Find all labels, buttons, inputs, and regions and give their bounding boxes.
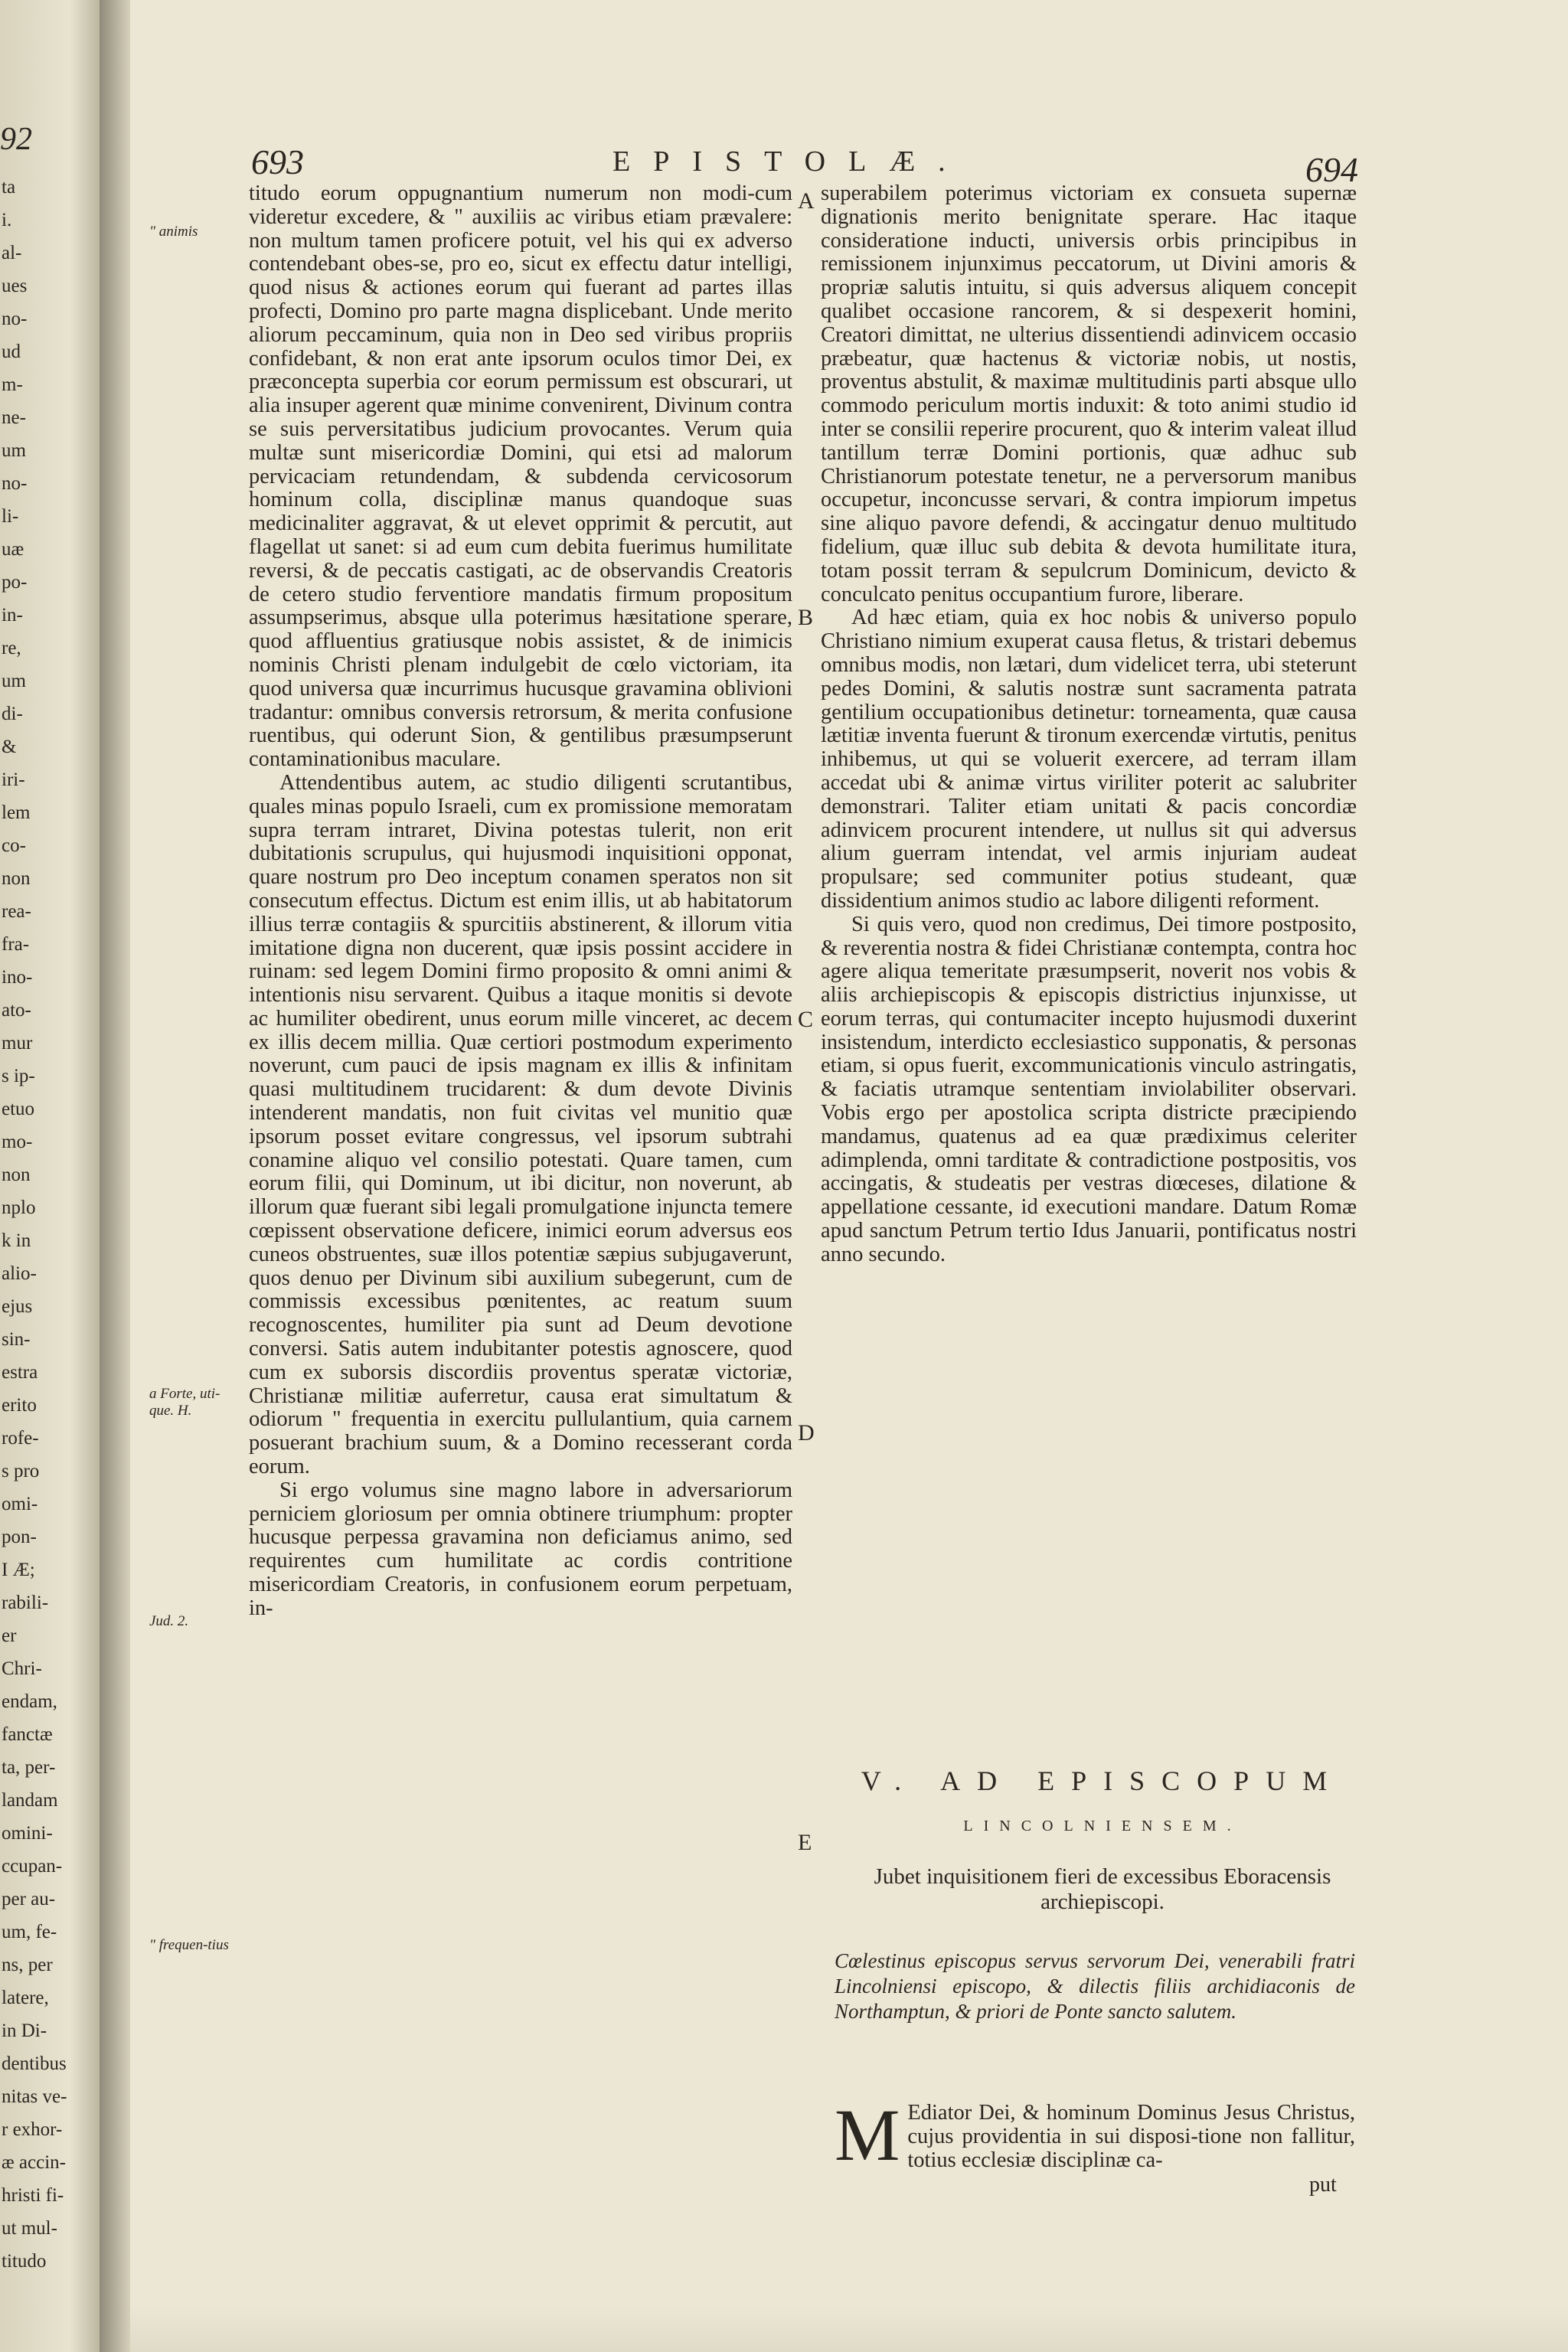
left-page-fragment: no- xyxy=(2,473,28,494)
left-page-fragment: ues xyxy=(2,276,28,296)
left-page-fragment: er xyxy=(2,1625,17,1646)
left-page-fragment: rofe- xyxy=(2,1428,39,1449)
page-footer-shade xyxy=(130,2306,1568,2352)
section-letter-c: C xyxy=(798,1007,814,1032)
page-number-left: 693 xyxy=(251,142,304,181)
left-page-fragment: alio- xyxy=(2,1263,37,1284)
left-page-fragment: i. xyxy=(2,210,12,230)
left-page-fragment: ut mul- xyxy=(2,2218,57,2239)
catchword: put xyxy=(1309,2173,1337,2197)
section-letter-b: B xyxy=(798,605,814,630)
left-page-fragment: non xyxy=(2,1165,31,1185)
left-page-fragment: uæ xyxy=(2,539,24,560)
column-a-paragraph: Attendentibus autem, ac studio diligenti scrutantibus, quales minas populo Israeli, cum ex promissione memoratam supra terram intraret, Divina potestas tulerit, non erit dubitationis scrupulus, qui hujusmodi inquisitioni opponat, quare nostrum pro Deo inceptum conamen speratos non sit consecutum effectus. Dictum est enim illis, ut ab habitatorum illius terræ contagiis & spurcitiis abstinerent, & illorum vitia imitatione digna non ducerent, quæ ipsis possint accidere in ruinam: sed legem Domini firmo proposito & omni animi & intentionis nisu servarent. Quibus a itaque monitis si devote ac humiliter obedirent, unus eorum mille vinceret, ac decem ex illis decem millia. Quæ certiori postmodum experimento noverunt, cum pauci de ipsis magnam ex illis & infinitam quasi multitudinem trucidarent: & dum devote Divinis intenderent mandatis, non fuit civitas vel munitio quæ ipsorum posset evitare congressus, vel ipsorum subtrahi conamine aliquo vel consilio potestati. Quare tamen, cum eorum filii, qui Dominum, ut ibi dicitur, non noverunt, ab illorum quæ fuerant sibi legali promulgatione injuncta temere cœpissent observatione deficere, inimici eorum adversus eos cuneos obstruentes, suæ illos potentiæ sæpius subjugaverunt, quos denuo per Divinum sibi auxilium subegerunt, cum de commissis excessibus pœnitentes, ac reatum suum recognoscentes, humiliter pia sunt ad Deum devotione conversi. Satis autem indubitanter potestis agnoscere, quod cum ex suborsis discordiis proventus speratæ victoriæ, Christianæ militiæ auferretur, causa erat simultatum & odiorum " frequentia in exercitu pullulantium, quia carnem posuerant brachium suum, & a Domino recesserant corda eorum. xyxy=(249,770,792,1479)
left-facing-page xyxy=(0,0,100,2352)
column-a-paragraph: titudo eorum oppugnantium numerum non modi-cum videretur excedere, & " auxiliis ac viribus etiam prævalere: non multum tamen proficere potuit, vel his qui ex adverso contendebant obes-se, pro eo, sicut ex effectu datur intelligi, quod nisus & actiones eorum qui fuerant ad partes illas profecti, Domino pro parte magna displicebant. Unde merito aliorum peccaminum, quia non in Deo sed viribus propriis confidebant, & non erat ante ipsorum oculos timor Dei, ex præconcepta superbia cor eorum permissum est obscurari, ut alia insuper agerent quæ minime convenirent, Divinum contra se suis perversitatibus judicium provocantes. Verum quia multæ sunt misericordiæ Domini, qui etsi ad malorum pervicaciam retundendam, & subdenda cervicosorum hominum colla, disciplinæ manus quandoque suas medicinaliter aggravat, & ut elevet opprimit & percutit, aut flagellat ut sanet: si ad eum cum debita fuerimus humilitate reversi, & de peccatis castigati, ac de observandis Creatoris de cetero studio ferventiore mandatis firmum propositum assumpserimus, absque ulla poterimus hæsitatione sperare, quod affluentius gratiusque nobis assistet, & de inimicis nominis Christi plenam indulgebit de cœlo victoriam, ita quod universa quæ incurrimus hucusque gravamina oblivioni tradantur: omnibus conversis retrorsum, & merita confusione ruentibus, qui oderunt Sion, & gentilibus præsumpserunt contaminationibus maculare. xyxy=(249,181,792,772)
left-page-fragment: Chri- xyxy=(2,1658,42,1679)
left-page-fragment: omi- xyxy=(2,1494,38,1514)
left-page-fragment: in- xyxy=(2,605,23,626)
left-page-fragment: hristi fi- xyxy=(2,2185,64,2206)
left-page-fragment: um xyxy=(2,671,26,691)
letter-summary: Jubet inquisitionem fieri de excessibus Eboracensis archiepiscopi. xyxy=(874,1864,1331,1914)
left-page-fragment: m- xyxy=(2,374,23,395)
book-gutter xyxy=(100,0,130,2352)
left-page-fragment: no- xyxy=(2,309,28,329)
left-page-fragment: estra xyxy=(2,1362,38,1383)
left-page-fragment: etuo xyxy=(2,1099,35,1119)
left-page-fragment: dentibus xyxy=(2,2053,67,2074)
left-page-fragment: non xyxy=(2,868,31,889)
margin-note-jud: Jud. 2. xyxy=(149,1613,189,1629)
left-page-fragment: ns, per xyxy=(2,1955,53,1975)
left-page-fragment: per au- xyxy=(2,1889,56,1909)
left-page-fragment: li- xyxy=(2,506,19,527)
left-page-fragment: lem xyxy=(2,802,31,823)
page xyxy=(130,0,1568,2352)
left-page-fragment: di- xyxy=(2,704,23,724)
left-facing-page-number: 92 xyxy=(0,122,32,157)
left-page-fragment: s pro xyxy=(2,1461,40,1481)
left-page-fragment: nitas ve- xyxy=(2,2086,67,2107)
left-page-fragment: & xyxy=(2,737,17,757)
left-page-fragment: fanctæ xyxy=(2,1724,53,1745)
section-letter-e: E xyxy=(798,1830,812,1855)
left-page-fragment: r exhor- xyxy=(2,2119,63,2140)
section-letter-a: A xyxy=(798,188,815,214)
left-page-fragment: ud xyxy=(2,341,21,362)
letter-opening xyxy=(835,2094,1355,2176)
left-page-fragment: ne- xyxy=(2,407,26,428)
left-page-fragment: rabili- xyxy=(2,1592,49,1613)
margin-note-frequentius: " frequen-tius xyxy=(149,1937,229,1953)
left-page-fragment: in Di- xyxy=(2,2020,47,2041)
page-number-right: 694 xyxy=(1305,150,1358,189)
left-page-fragment: rea- xyxy=(2,901,31,922)
left-page-fragment: al- xyxy=(2,243,22,263)
left-page-fragment: I Æ; xyxy=(2,1560,35,1580)
column-b-paragraph: Si quis vero, quod non credimus, Dei timore postposito, & reverentia nostra & fidei Christianæ contempta, contra hoc agere aliqua temeritate præsumpserit, noverit nos vobis & aliis archiepiscopis & episcopis districtius injunxisse, ut eorum terras, qui contumaciter incepto hujusmodi duxerint insistendum, interdicto ecclesiastico supponatis, & personas etiam, si opus fuerit, excommunicationis vinculo astringatis, & faciatis utramque sententiam inviolabiliter observari. Vobis ergo per apostolica scripta districte præcipiendo mandamus, quatenus ad ea quæ prædiximus celeriter adimplenda, omni tarditate & contradictione postpositis, vos accingatis, & studeatis per vestras diœceses, dilatione & appellatione cessante, id executioni mandare. Datum Romæ apud sanctum Petrum tertio Idus Januarii, pontificatus nostri anno secundo. xyxy=(821,912,1357,1266)
margin-note-animis: " animis xyxy=(149,224,198,240)
letter-opening-text: Ediator Dei, & hominum Dominus Jesus Christus, cujus providentia in sui disposi-tione non fallitur, totius ecclesiæ disciplinæ ca- xyxy=(907,2101,1355,2172)
left-page-fragment: ccupan- xyxy=(2,1856,63,1877)
column-b xyxy=(821,182,1357,1267)
left-page-fragment: nplo xyxy=(2,1197,36,1218)
left-page-fragment: ta, per- xyxy=(2,1757,56,1778)
left-page-fragment: erito xyxy=(2,1395,37,1416)
left-page-fragment: landam xyxy=(2,1790,58,1811)
section-letter-d: D xyxy=(798,1420,815,1446)
left-page-fragment: re, xyxy=(2,638,21,658)
left-page-fragment: pon- xyxy=(2,1527,37,1547)
left-page-fragment: ato- xyxy=(2,1000,31,1021)
left-page-fragment: co- xyxy=(2,835,26,856)
left-page-fragment: ejus xyxy=(2,1296,33,1317)
left-page-fragment: endam, xyxy=(2,1691,57,1712)
left-page-fragment: po- xyxy=(2,572,28,593)
column-b-paragraph: Ad hæc etiam, quia ex hoc nobis & universo populo Christiano nimium exuperat causa fletus, & tristari debemus omnibus modis, non lætari, dum videlicet terra, ubi steterunt pedes Domini, & salutis nostræ sunt sacramenta patrata gentilium occupationibus detinetur: torneamenta, quæ causa lætitiæ inventa fuerunt & tironum exercendæ virtutis, penitus inhibemus, ut qui se voluerit exercere, ad terram illam accedat ubi & animæ virtus viriliter poterit ac salubriter demonstrari. Taliter etiam unitati & pacis concordiæ adinvicem procurent intendere, ut nullus sit qui adversus alium guerram intendat, vel armis injuriam audeat propulsare; sed communiter potius studeant, quæ dissidentium animos studio ac labore diligenti reforment. xyxy=(821,606,1357,913)
left-page-fragment: um, fe- xyxy=(2,1922,57,1942)
column-b-paragraph: superabilem poterimus victoriam ex consueta supernæ dignationis merito benignitate sperare. Hac itaque consideratione inducti, universis orbis principibus in remissionem injunximus peccatorum, ut Divini amoris & propriæ salutis intuitu, si quis adversus aliquem concepit qualibet occasione rancorem, & si despexerit homini, Creatori dimittat, ne ulterius dissentiendi adinvicem occasio præbeatur, quæ hactenus & victoriæ nobis, ut nostis, proventus abstulit, & maximæ multitudinis parti absque ullo commodo periculum mortis induxit: & toto animi studio id inter se consilii reperire procurent, quo & interim valeat illud tantillum terræ Domini portionis, quæ adhuc sub Christianorum potestate tenetur, ne a perversorum manibus occupetur, inconcusse servari, & contra impiorum impetus sine aliquo pavore defendi, & accingatur denuo multitudo fidelium, quæ illuc sub debita & devota humilitate itura, totam possit terram & sepulcrum Dominicum, devicto & conculcato penitus occupantium furore, liberare. xyxy=(821,181,1357,606)
column-a xyxy=(249,182,792,1621)
left-page-fragment: fra- xyxy=(2,934,30,955)
letter-subtitle: LINCOLNIENSEM. xyxy=(963,1818,1242,1834)
left-page-fragment: iri- xyxy=(2,769,25,790)
margin-note-forte: a Forte, uti-que. H. xyxy=(149,1386,220,1419)
column-a-paragraph: Si ergo volumus sine magno labore in adversariorum perniciem gloriosum per omnia obtinere triumphum: propter hucusque perpessa gravamina non deficiamus animo, sed requirentes cum humilitate ac cordis contritione misericordiam Creatoris, in confusionem eorum perpetuam, in- xyxy=(249,1478,792,1620)
letter-title: V. AD EPISCOPUM xyxy=(861,1766,1344,1796)
running-head: EPISTOLÆ. xyxy=(612,145,969,178)
left-page-fragment: mur xyxy=(2,1033,33,1054)
left-page-fragment: s ip- xyxy=(2,1066,35,1086)
left-page-fragment: latere, xyxy=(2,1988,49,2008)
left-page-fragment: sin- xyxy=(2,1329,31,1350)
left-page-fragment: ta xyxy=(2,177,16,198)
letter-salutation: Cœlestinus episcopus servus servorum Dei, venerabili fratri Lincolniensi episcopo, & dilectis filiis archidiaconis de Northamptun, & priori de Ponte sancto salutem. xyxy=(835,1949,1355,2023)
left-page-fragment: titudo xyxy=(2,2251,47,2272)
drop-cap: M xyxy=(835,2094,900,2176)
left-page-fragment: ino- xyxy=(2,967,33,988)
left-page-fragment: k in xyxy=(2,1230,31,1251)
left-page-fragment: um xyxy=(2,440,26,461)
left-page-fragment: omini- xyxy=(2,1823,53,1844)
left-page-fragment: æ accin- xyxy=(2,2152,66,2173)
left-page-fragment: mo- xyxy=(2,1132,33,1152)
